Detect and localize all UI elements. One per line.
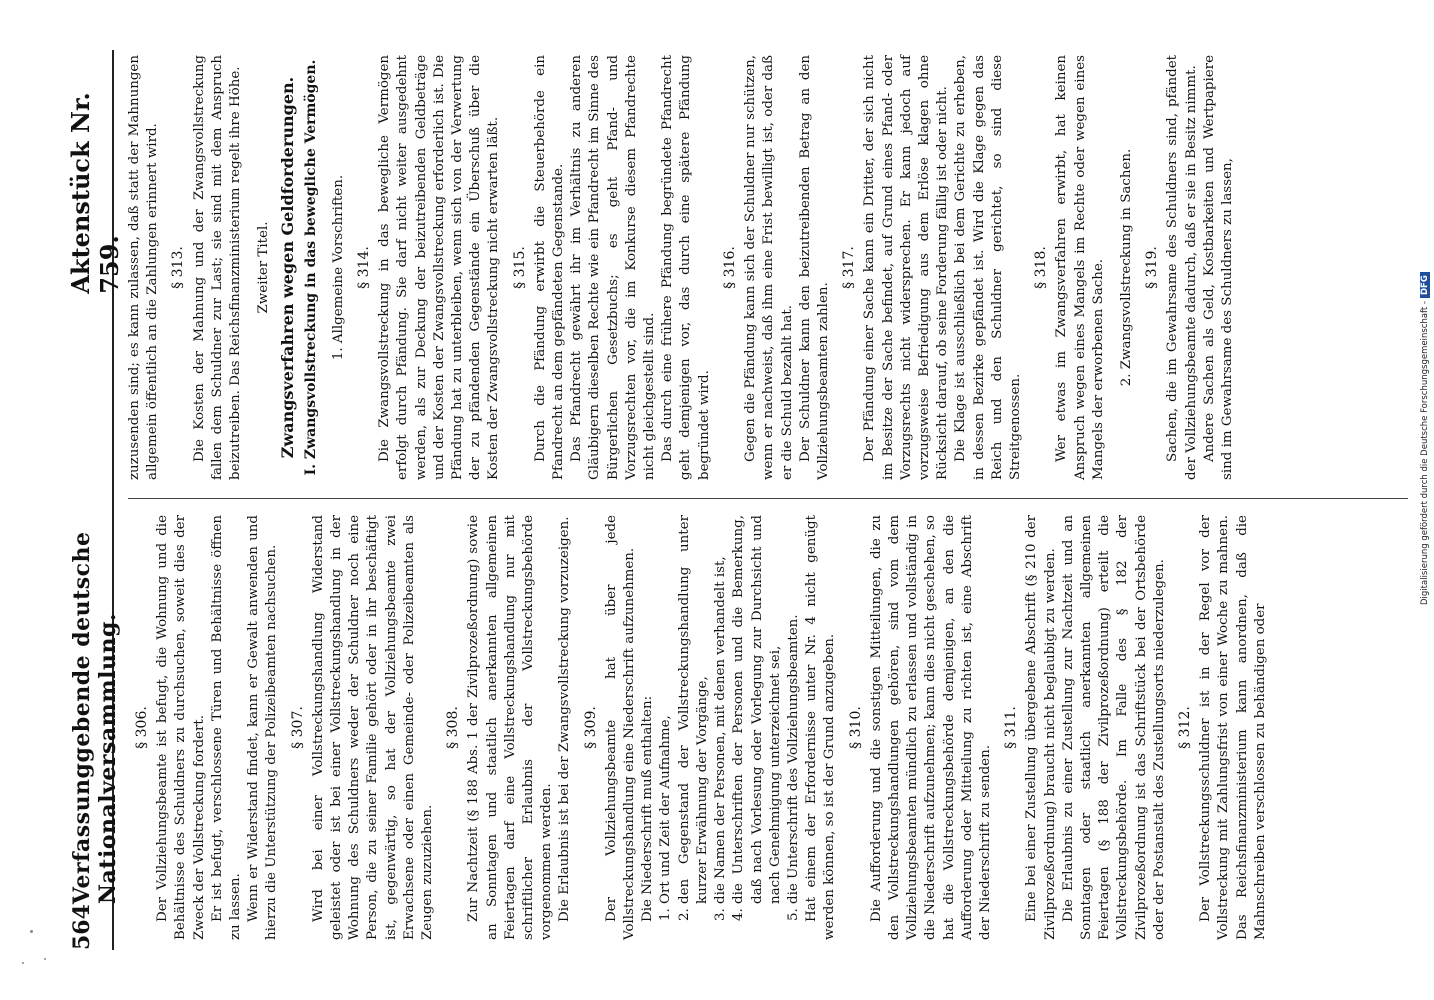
digitization-stamp [1418,10,1434,990]
paragraph: zuzusenden sind; es kann zulassen, daß statt der Mahnungen allgemein öffentlich an die Zahlungen erinnert wird. [127,55,161,480]
section-heading: § 309. [582,706,599,749]
document-reference: Aktenstück Nr. 759. [66,92,124,294]
section-heading: § 313. [170,246,187,289]
paragraph: Das durch eine frühere Pfändung begründete Pfandrecht geht demjenigen vor, das durch eine spätere Pfändung begründet wird. [660,55,712,480]
paragraph: Die Kosten der Mahnung und der Zwangsvollstreckung fallen dem Schuldner zur Last; sie sind mit dem Anspruch beizutreiben. Das Reichsfinanzministerium regelt ihre Höhe. [191,55,244,480]
paragraph: Das Pfandrecht gewährt ihr im Verhältnis zu anderen Gläubigern dieselben Rechte wie ein Pfandrecht im Sinne des Bürgerlichen Gesetzbuchs; es geht Pfand- und Vorzugsrechten vor, die im Konkurse diesem Pfandrechte nicht gleichgestellt sind. [569,55,658,480]
paragraph: Hat einem der Erfordernisse unter Nr. 4 nicht genügt werden können, so ist der Grund anzugeben. [804,515,838,940]
requirements-list [657,515,803,918]
page-title: Verfassunggebende deutsche Nationalversammlung. [69,531,121,905]
section-heading: § 307. [289,706,306,749]
section-heading: § 317. [841,246,858,289]
title-label: Zweiter Titel. [256,221,272,314]
stamp-text-line [1420,5,1430,605]
paragraph: Die Klage ist ausschließlich bei dem Gerichte zu erheben, in dessen Bezirke gepfändet ist. Wird die Klage gegen das Reich und den Schuldner gerichtet, so sind diese Streitgenossen. [953,55,1023,480]
paragraph: Eine bei einer Zustellung übergebene Abschrift (§ 210 der Zivilprozeßordnung) braucht nicht beglaubigt zu werden. [1024,515,1058,940]
column-divider [128,498,1408,499]
list-item: 3. die Namen der Personen, mit denen verhandelt ist, [712,515,730,904]
paragraph: Er ist befugt, verschlossene Türen und Behältnisse öffnen zu lassen. [209,515,244,940]
list-item: 5. die Unterschrift des Vollziehungsbeamten. [785,515,803,904]
paragraph: Die Zwangsvollstreckung in das bewegliche Vermögen erfolgt durch Pfändung. Sie darf nicht weiter ausgedehnt werden, als zur Deckung der beizutreibenden Geldbeträge und der Kosten der Zwangsvollstreckung erforderlich ist. Die Pfändung hat zu unterbleiben, wenn sich von der Verwertung der zu pfändenden Gegenstände ein Überschuß über die Kosten der Zwangsvollstreckung nicht erwarten läßt. [377,55,502,480]
paragraph: Wenn er Widerstand findet, kann er Gewalt anwenden und hierzu die Unterstützung der Polizeibeamten nachsuchen. [246,515,280,940]
paragraph: Wird bei einer Vollstreckungshandlung Widerstand geleistet oder ist bei einer Vollstreckungshandlung in der Wohnung des Schuldners weder der Schuldner noch eine Person, die zu seiner Familie gehört oder in ihr beschäftigt ist, gegenwärtig, so hat der Vollziehungsbeamte zwei Erwachsene oder einen Gemeinde- oder Polizeibeamten als Zeugen zuzuziehen. [310,515,436,940]
page-number: 564 [69,904,95,950]
paragraph: Die Niederschrift muß enthalten: [640,695,656,922]
paragraph: Sachen, die im Gewahrsame des Schuldners sind, pfändet der Vollziehungsbeamte dadurch, daß er sie in Besitz nimmt. [1165,55,1199,480]
document-page [38,20,1434,950]
paragraph: Die Erlaubnis ist bei der Zwangsvollstreckung vorzuzeigen. [557,516,573,922]
paragraph: Die Erlaubnis zu einer Zustellung zur Nachtzeit und an Sonntagen oder staatlich anerkannten allgemeinen Feiertagen (§ 188 der Zivilprozeßordnung) erteilt die Vollstreckungsbehörde. Im Falle des § 182 der Zivilprozeßordnung ist das Schriftstück bei der Ortsbehörde oder der Postanstalt des Zustellungsorts niederzulegen. [1060,515,1167,940]
scan-speck [44,958,46,960]
section-heading: § 306. [134,706,150,749]
scan-speck [22,962,24,964]
paragraph: Zur Nachtzeit (§ 188 Abs. 1 der Zivilprozeßordnung) sowie an Sonntagen und staatlich anerkannten allgemeinen Feiertagen darf eine Vollstreckungshandlung nur mit schriftlicher Erlaubnis der Vollstreckungsbehörde vorgenommen werden. [466,515,555,940]
page-header [66,50,124,950]
section-heading: § 312. [1176,706,1193,749]
paragraph: Durch die Pfändung erwirbt die Steuerbehörde ein Pfandrecht an dem gepfändeten Gegenstande. [532,55,567,480]
list-item: 2. den Gegenstand der Vollstreckungshandlung unter kurzer Erwähnung der Vorgänge, [676,515,712,904]
section-heading: § 310. [847,706,864,749]
section-heading: § 314. [356,246,373,289]
section-heading: § 308. [445,706,462,749]
paragraph: Andere Sachen als Geld, Kostbarkeiten und Wertpapiere sind im Gewahrsame des Schuldners zu lassen, [1201,55,1235,480]
subsection-title: 1. Allgemeine Vorschriften. [330,174,346,361]
list-item: 1. Ort und Zeit der Aufnahme, [657,515,675,904]
paragraph: Der Vollziehungsbeamte hat über jede Vollstreckungshandlung eine Niederschrift aufzunehmen. [603,515,638,940]
title-heading: Zwangsverfahren wegen Geldforderungen. [278,76,298,459]
dfg-logo: DFG [1420,272,1430,298]
paragraph: Der Vollstreckungsschuldner ist in der Regel vor der Vollstreckung mit Zahlungsfrist von einer Woche zu mahnen. Das Reichsfinanzministerium kann anordnen, daß die Mahnschreiben verschlossen zu behändigen oder [1198,515,1268,940]
subsection-heading: I. Zwangsvollstreckung in das bewegliche Vermögen. [302,59,319,476]
scan-speck [30,930,33,933]
section-heading: § 316. [721,246,738,289]
section-heading: § 311. [1003,706,1020,749]
left-column [126,515,1426,940]
section-heading: § 315. [511,246,528,289]
paragraph: Wer etwas im Zwangsverfahren erwirbt, hat keinen Anspruch wegen eines Mangels im Rechte oder wegen eines Mangels der erworbenen Sache. [1054,55,1106,480]
paragraph: Gegen die Pfändung kann sich der Schuldner nur schützen, wenn er nachweist, daß ihm eine Frist bewilligt ist, oder daß er die Schuld bezahlt hat. [743,55,795,480]
paragraph: Der Vollziehungsbeamte ist befugt, die Wohnung und die Behältnisse des Schuldners zu durchsuchen, soweit dies der Zweck der Vollstreckung fordert. [155,515,207,940]
section-heading: § 319. [1144,246,1161,289]
list-item: 4. die Unterschriften der Personen und die Bemerkung, daß nach Vorlesung oder Vorlegung zur Durchsicht und nach Genehmigung unterzeichnet sei, [730,515,785,904]
subsection-title: 2. Zwangsvollstreckung in Sachen. [1118,148,1134,387]
section-heading: § 318. [1033,246,1050,289]
paragraph: Der Schuldner kann den beizutreibenden Betrag an den Vollziehungsbeamten zahlen. [797,55,831,480]
paragraph: Der Pfändung einer Sache kann ein Dritter, der sich nicht im Besitze der Sache befindet, auf Grund eines Pfand- oder Vorzugsrechts nicht widersprechen. Er kann jedoch auf vorzugsweise Befriedigung aus dem Erlöse klagen ohne Rücksicht darauf, ob seine Forderung fällig ist oder nicht. [862,55,951,480]
right-column [126,55,1426,480]
paragraph: Die Aufforderung und die sonstigen Mitteilungen, die zu den Vollstreckungshandlungen gehören, sind vom dem Vollziehungsbeamten mündlich zu erlassen und vollständig in die Niederschrift aufzunehmen; kann dies nicht geschehen, so hat die Vollstreckungsbehörde demjenigen, an den die Aufforderung oder Mitteilung zu richten ist, eine Abschrift der Niederschrift zu senden. [868,515,993,940]
stamp-text: Digitalisierung gefördert durch die Deutsche Forschungsgemeinschaft - [1420,301,1430,605]
